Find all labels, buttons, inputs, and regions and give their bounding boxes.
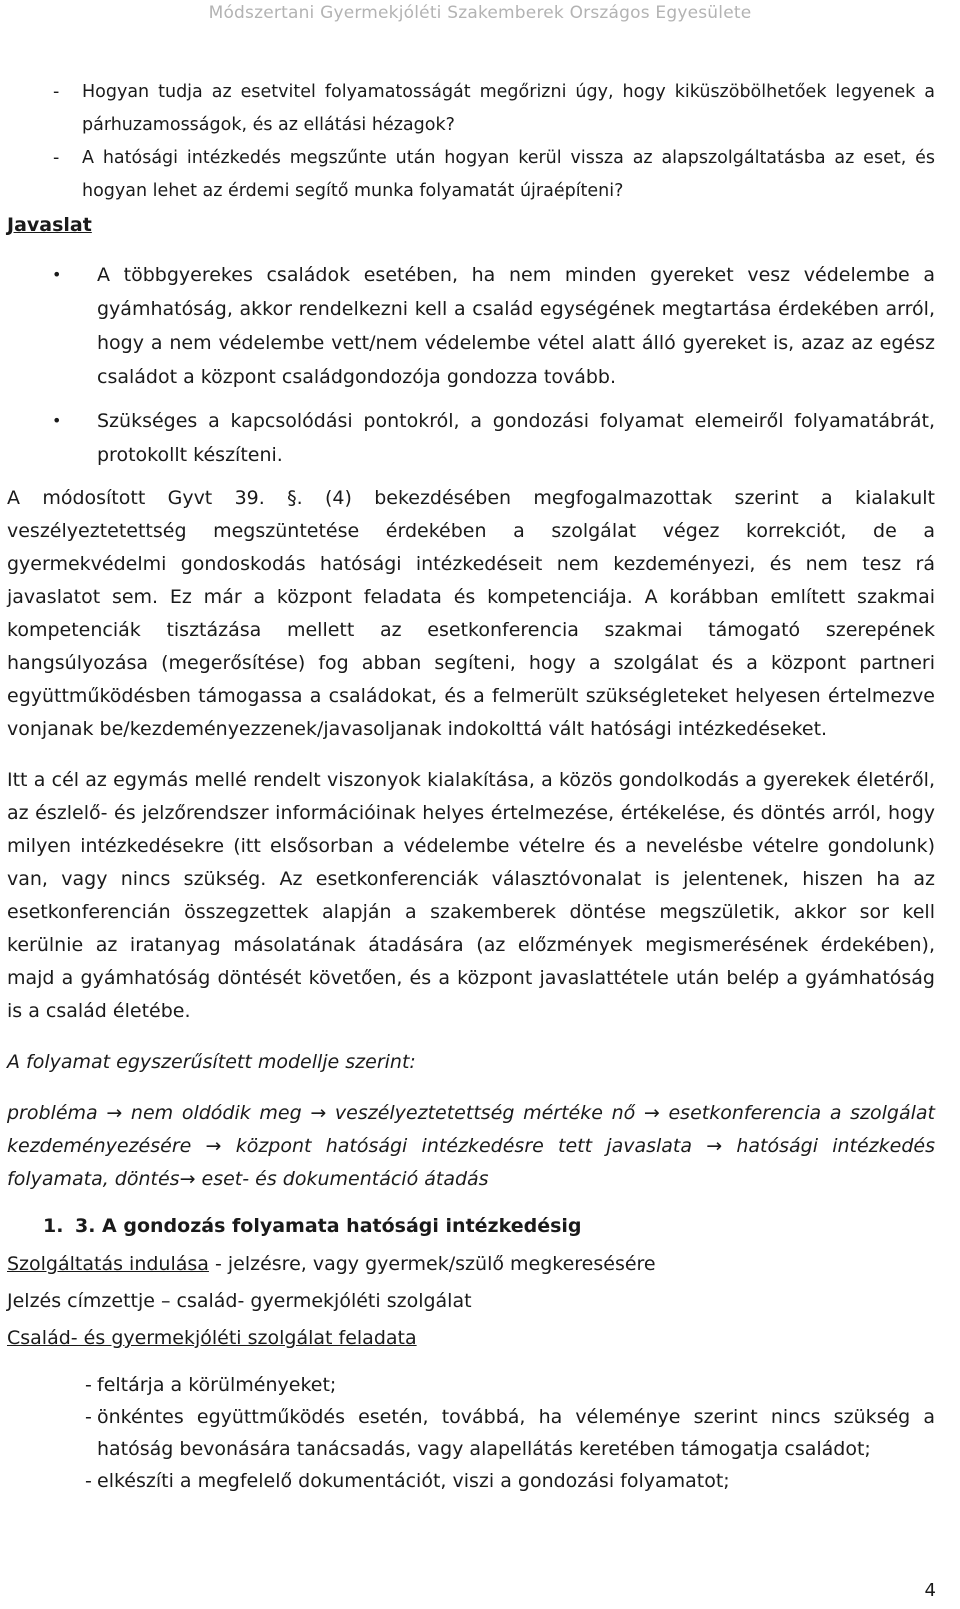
paragraph-gyvt: A módosított Gyvt 39. §. (4) bekezdésében megfogalmazottak szerint a kialakult veszélyeztetettség megszüntetése érdekében a szolgálat végez korrekciót, de a gyermekvédelmi gondoskodás hatósági intézkedéseit nem kezdeményezi, és nem tesz rá javaslatot sem. Ez már a központ feladata és kompetenciája. A korábban említett szakmai kompetenciák tisztázása mellett az esetkonferencia szakmai támogató szerepének hangsúlyozása (megerősítése) fog abban segíteni, hogy a szolgálat és a központ partneri együttműködésben támogassa a családokat, és a felmerült szükségleteket helyesen értelmezve vonjanak be/kezdeményezzenek/javasoljanak indokolttá vált hatósági intézkedéseket. <box>7 487 935 740</box>
page-number: 4 <box>924 1580 936 1601</box>
model-flow: probléma → nem oldódik meg → veszélyeztetettség mértéke nő → esetkonferencia a szolgálat kezdeményezésére → központ hatósági intézkedésre tett javaslata → hatósági intézkedés folyamata, döntés→ eset- és dokumentáció átadás <box>7 1102 935 1190</box>
page-header: Módszertani Gyermekjóléti Szakemberek Országos Egyesülete <box>208 3 752 23</box>
service-start-text: - jelzésre, vagy gyermek/szülő megkeresésére <box>208 1253 656 1275</box>
task-list <box>7 1369 935 1497</box>
question-item: - Hogyan tudja az esetvitel folyamatosságát megőrizni úgy, hogy kiküszöbölhetőek legyenek a párhuzamosságok, és az ellátási hézagok? <box>7 76 935 142</box>
question-text: A hatósági intézkedés megszűnte után hogyan kerül vissza az alapszolgáltatásba az eset, és hogyan lehet az érdemi segítő munka folyamatát újraépíteni? <box>82 148 935 201</box>
proposal-item <box>7 404 935 472</box>
task-text: feltárja a körülményeket; <box>97 1374 337 1396</box>
task-item: - feltárja a körülményeket; <box>7 1369 935 1401</box>
bullet-icon: • <box>52 411 62 430</box>
paragraph-goal: Itt a cél az egymás mellé rendelt viszonyok kialakítása, a közös gondolkodás a gyerekek életéről, az észlelő- és jelzőrendszer információinak helyes értelmezése, értékelése, és döntés arról, hogy milyen intézkedésekre (itt elsősorban a védelembe vételre és a nevelésbe vételre gondolunk) van, vagy nincs szükség. Az esetkonferenciák választóvonalat is jelentenek, hiszen ha az esetkonferencián összegzettek alapján a szakemberek döntése megszületik, akkor sor kell kerülnie az iratanyag másolatának átadására (az előzmények megismerésének érdekében), majd a gyámhatóság döntését követően, és a központ javaslattétele után belép a gyámhatóság is a család életébe. <box>7 769 935 1022</box>
question-text: Hogyan tudja az esetvitel folyamatosságát megőrizni úgy, hogy kiküszöbölhetőek legyenek a párhuzamosságok, és az ellátási hézagok? <box>82 82 935 135</box>
bullet-icon: • <box>52 265 62 284</box>
task-item: - elkészíti a megfelelő dokumentációt, viszi a gondozási folyamatot; <box>7 1465 935 1497</box>
question-item: - A hatósági intézkedés megszűnte után hogyan kerül vissza az alapszolgáltatásba az eset, és hogyan lehet az érdemi segítő munka folyamatát újraépíteni? <box>7 142 935 208</box>
service-start-line <box>7 1249 935 1279</box>
proposal-text: A többgyerekes családok esetében, ha nem minden gyereket vesz védelembe a gyámhatóság, akkor rendelkezni kell a család egységének megtartása érdekében arról, hogy a nem védelembe vett/nem védelembe vétel alatt álló gyereket is, azaz az egész családot a központ családgondozója gondozza tovább. <box>97 264 935 388</box>
service-start-label: Szolgáltatás indulása <box>7 1253 209 1275</box>
signal-line: Jelzés címzettje – család- gyermekjóléti szolgálat <box>7 1290 472 1312</box>
task-label: Család- és gyermekjóléti szolgálat feladata <box>7 1327 417 1349</box>
document-body <box>7 76 935 1497</box>
task-text: önkéntes együttműködés esetén, továbbá, ha véleménye szerint nincs szükség a hatóság bevonására tanácsadás, vagy alapellátás keretében támogatja családot; <box>97 1406 935 1460</box>
proposal-list <box>7 258 935 472</box>
heading-number: 1. <box>43 1215 64 1237</box>
proposal-item <box>7 258 935 394</box>
task-item: - önkéntes együttműködés esetén, továbbá, ha véleménye szerint nincs szükség a hatóság bevonására tanácsadás, vagy alapellátás keretében támogatja családot; <box>7 1401 935 1465</box>
heading-text: 3. A gondozás folyamata hatósági intézkedésig <box>75 1215 582 1237</box>
javaslat-label: Javaslat <box>7 214 92 236</box>
task-text: elkészíti a megfelelő dokumentációt, viszi a gondozási folyamatot; <box>97 1470 730 1492</box>
proposal-text: Szükséges a kapcsolódási pontokról, a gondozási folyamat elemeiről folyamatábrát, protokollt készíteni. <box>97 410 935 466</box>
model-title: A folyamat egyszerűsített modellje szerint: <box>7 1051 416 1073</box>
section-heading <box>7 1210 935 1242</box>
